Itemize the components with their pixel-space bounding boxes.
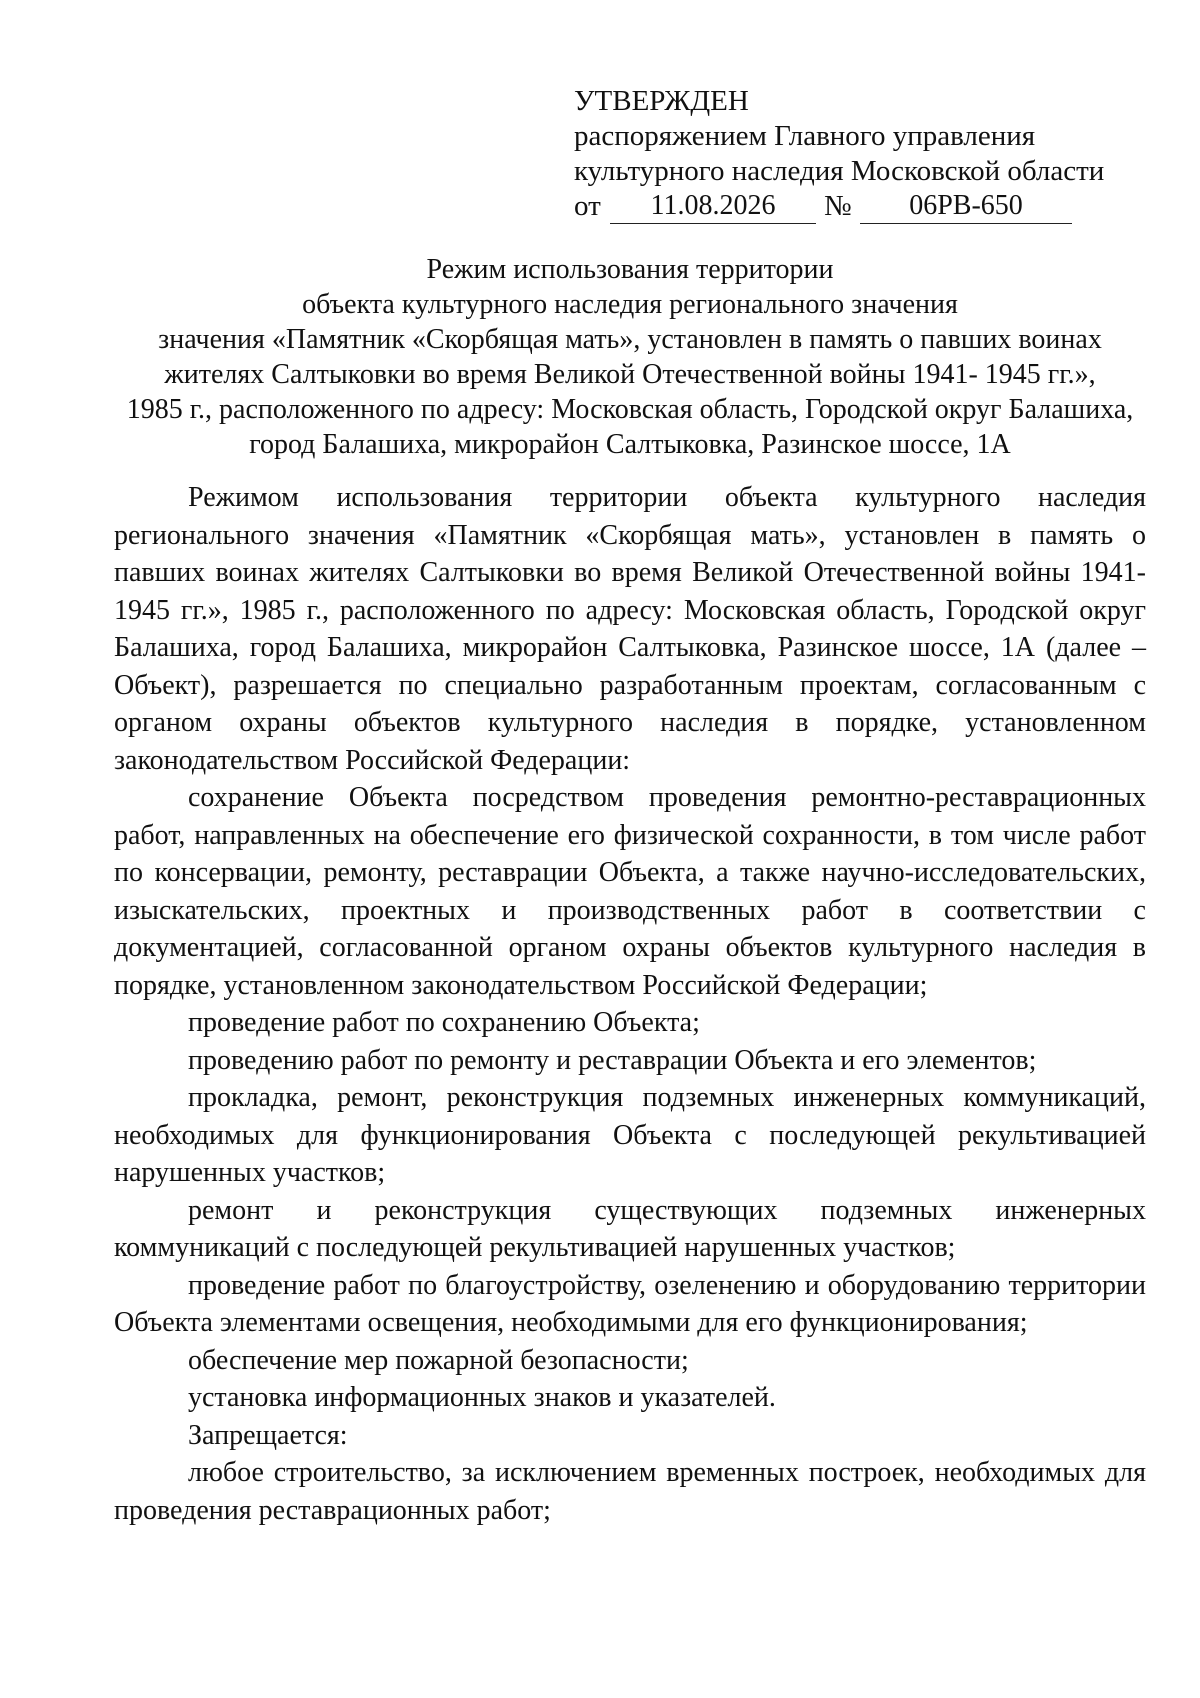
document-title	[110, 252, 1150, 462]
body-paragraph: Режимом использования территории объекта культурного наследия регионального значения «Памятник «Скорбящая мать», установлен в память о павших воинах жителях Салтыковки во время Великой Отечественной войны 1941-1945 гг.», 1985 г., расположенного по адресу: Московская область, Городской округ Балашиха, город Балашиха, микрорайон Салтыковка, Разинское шоссе, 1А (далее – Объект), разрешается по специально разработанным проектам, согласованным с органом охраны объектов культурного наследия в порядке, установленном законодательством Российской Федерации:	[114, 482, 1146, 776]
body-paragraph: проведение работ по благоустройству, озеленению и оборудованию территории Объекта элементами освещения, необходимыми для его функционирования;	[114, 1269, 1146, 1338]
approval-stamp-block	[574, 84, 1114, 229]
body-paragraph: обеспечение мер пожарной безопасности;	[188, 1344, 689, 1376]
title-line: 1985 г., расположенного по адресу: Московская область, Городской округ Балашиха,	[126, 394, 1134, 425]
approval-line-1: распоряжением Главного управления	[574, 120, 1036, 152]
title-line: значения «Памятник «Скорбящая мать», установлен в память о павших воинах	[158, 324, 1102, 355]
document-body	[114, 479, 1146, 1529]
body-paragraph: сохранение Объекта посредством проведения ремонтно-реставрационных работ, направленных на обеспечение его физической сохранности, в том числе работ по консервации, ремонту, реставрации Объекта, а также научно-исследовательских, изыскательских, проектных и производственных работ в соответствии с документацией, согласованной органом охраны объектов культурного наследия в порядке, установленном законодательством Российской Федерации;	[114, 782, 1146, 1001]
body-paragraph: ремонт и реконструкция существующих подземных инженерных коммуникаций с последующей рекультивацией нарушенных участков;	[114, 1194, 1146, 1263]
title-line: жителях Салтыковки во время Великой Отечественной войны 1941- 1945 гг.»,	[164, 359, 1096, 390]
date-label: от	[574, 190, 601, 222]
body-paragraph: установка информационных знаков и указателей.	[188, 1382, 776, 1413]
title-line: город Балашиха, микрорайон Салтыковка, Разинское шоссе, 1А	[249, 429, 1011, 460]
body-paragraph: Запрещается:	[188, 1419, 348, 1451]
body-paragraph: прокладка, ремонт, реконструкция подземных инженерных коммуникаций, необходимых для функционирования Объекта с последующей рекультивацией нарушенных участков;	[114, 1082, 1146, 1188]
number-value: 06РВ-650	[860, 189, 1072, 224]
number-label: №	[824, 190, 852, 222]
date-value: 11.08.2026	[610, 189, 816, 224]
body-paragraph: проведение работ по сохранению Объекта;	[188, 1007, 700, 1038]
approval-line-2: культурного наследия Московской области	[574, 155, 1105, 187]
body-paragraph: проведению работ по ремонту и реставрации Объекта и его элементов;	[188, 1044, 1037, 1076]
title-line: Режим использования территории	[426, 254, 834, 285]
title-line: объекта культурного наследия регионального значения	[302, 289, 958, 320]
approval-date-row	[574, 189, 1114, 229]
body-paragraph: любое строительство, за исключением временных построек, необходимых для проведения реставрационных работ;	[114, 1457, 1146, 1526]
approval-heading: УТВЕРЖДЕН	[574, 85, 749, 117]
